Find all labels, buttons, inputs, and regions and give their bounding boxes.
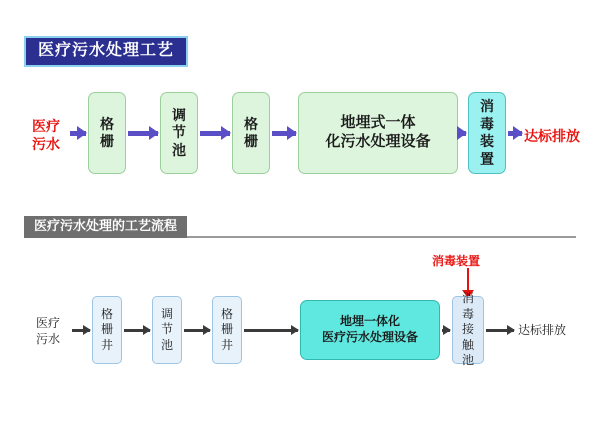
node-buried-equipment-top-line2: 化污水处理设备 [325,133,431,150]
node-regulating-tank-top-line1: 调 [172,106,186,123]
node-disinfection-contact-tank-line3: 接 [461,322,474,337]
arrow-head [83,325,91,335]
source-label-bottom [36,316,60,347]
arrow-head [203,325,211,335]
node-disinfection-contact-tank-line4: 触 [461,337,474,352]
node-disinfection-device-top-line4: 置 [480,150,494,167]
node-grille-well-1-line2: 栅 [100,322,113,337]
node-regulating-tank-top-line3: 池 [172,141,186,158]
node-grille-well-1-line3: 井 [100,337,113,352]
arrow-head [149,126,159,140]
process-diagram-top [0,0,600,210]
node-grille-well-2-line3: 井 [220,337,233,352]
arrow-head [457,126,467,140]
node-grille-1 [88,92,126,174]
arrow-head [507,325,515,335]
node-disinfection-device-top-line1: 消 [480,98,494,114]
arrow-head [291,325,299,335]
node-grille-well-1-line1: 格 [100,306,113,321]
source-label-top-line1: 医疗 [32,118,60,134]
arrow-head [77,126,87,140]
arrow-head [287,126,297,140]
arrow-head [221,126,231,140]
source-label-bottom-line2: 污水 [36,331,61,346]
node-grille-well-1 [92,296,122,364]
node-grille-well-2-line2: 栅 [220,322,233,337]
node-grille-well-2-line1: 格 [220,306,233,321]
callout-label-disinfection-device: 消毒装置 [432,254,481,268]
arrow-head [443,325,451,335]
node-grille-2-line2: 栅 [244,133,258,149]
node-buried-equipment-bottom-line2: 医疗污水处理设备 [321,330,418,344]
node-regulating-tank-bottom-line3: 池 [160,337,173,352]
source-label-bottom-line1: 医疗 [36,316,61,330]
node-regulating-tank-top [160,92,198,174]
node-disinfection-device-top [468,92,506,174]
node-buried-equipment-top-line1: 地埋式一体 [340,114,416,132]
node-grille-2 [232,92,270,174]
arrow-shaft [244,329,298,332]
node-grille-1-line2: 栅 [100,133,114,149]
node-grille-2-line1: 格 [244,115,258,132]
output-label-bottom: 达标排放 [518,323,567,337]
node-buried-equipment-top [298,92,458,174]
arrow-head [513,126,523,140]
page-title: 医疗污水处理工艺 [24,36,188,67]
node-grille-1-line1: 格 [100,115,114,132]
node-regulating-tank-top-line2: 节 [172,124,186,141]
node-buried-equipment-bottom [300,300,440,360]
node-disinfection-device-top-line2: 毒 [480,115,494,132]
source-label-top-line2: 污水 [32,135,60,152]
node-regulating-tank-bottom-line1: 调 [160,306,173,321]
node-disinfection-contact-tank-line2: 毒 [461,306,474,321]
node-disinfection-contact-tank [452,291,484,368]
node-regulating-tank-bottom-line2: 节 [160,322,173,337]
node-disinfection-contact-tank-line5: 池 [461,353,474,368]
node-buried-equipment-bottom-line1: 地埋一体化 [339,314,400,329]
output-label-top: 达标排放 [524,128,580,144]
arrow-head [143,325,151,335]
source-label-top [32,118,60,153]
node-disinfection-contact-tank-line1: 消 [461,291,474,306]
section-title-bottom: 医疗污水处理的工艺流程 [24,216,187,238]
node-regulating-tank-bottom [152,296,182,364]
node-grille-well-2 [212,296,242,364]
node-disinfection-device-top-line3: 装 [480,133,494,149]
